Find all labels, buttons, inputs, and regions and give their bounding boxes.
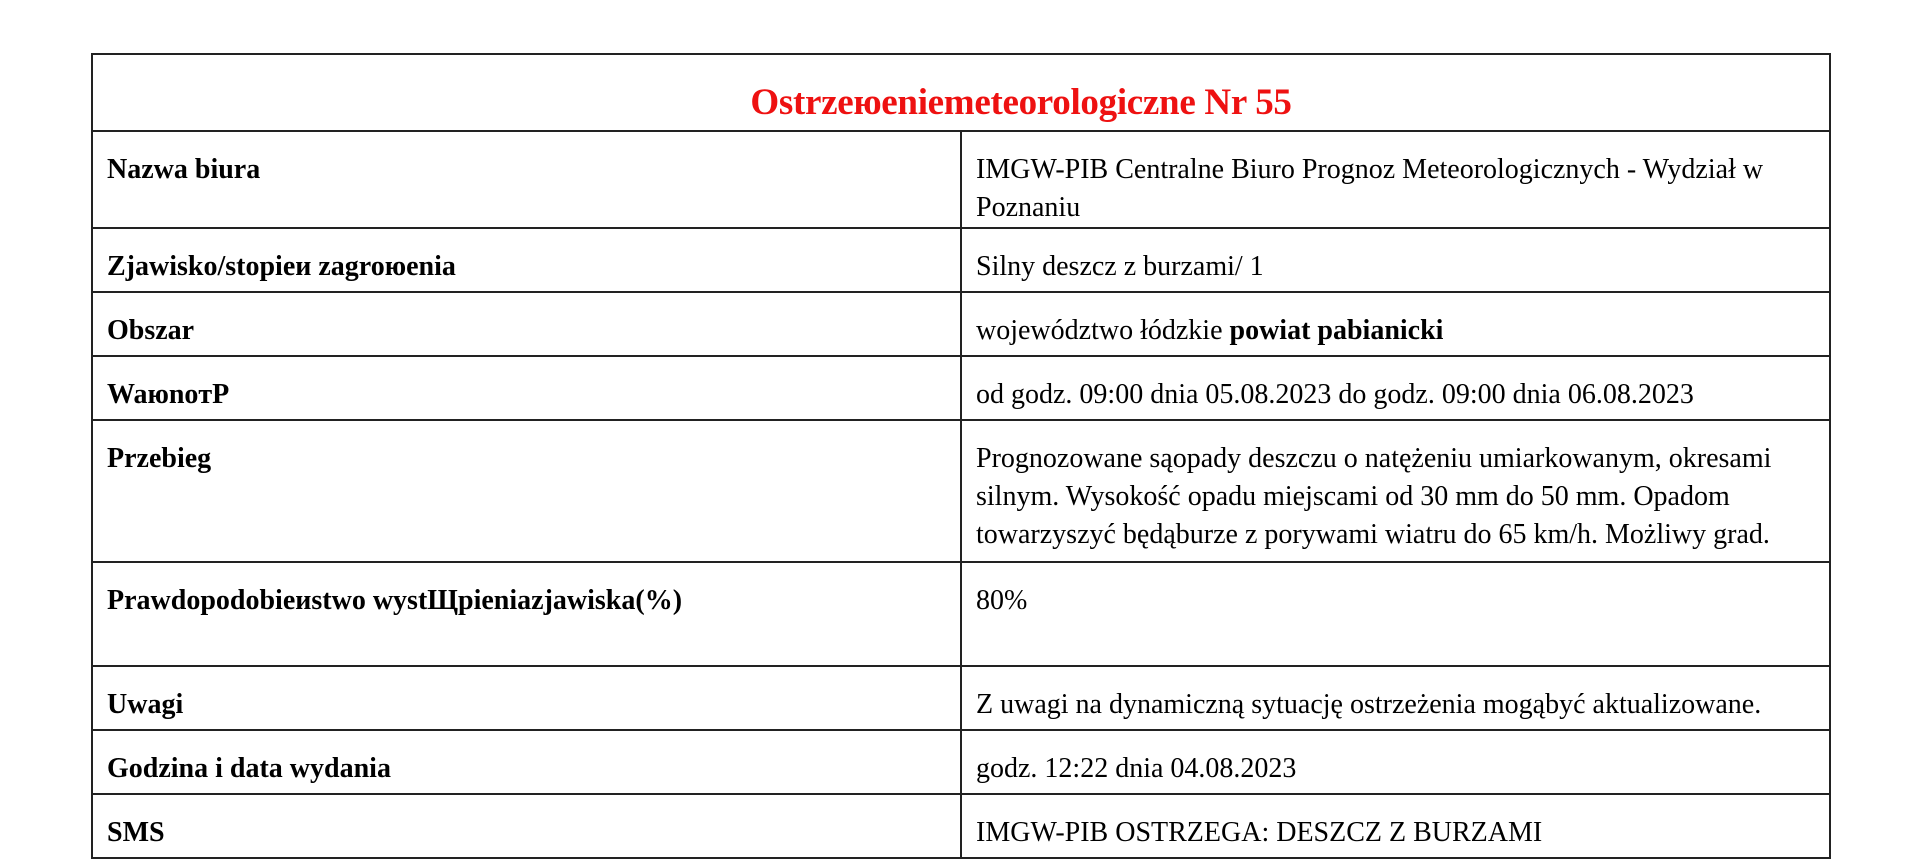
table-row-remarks — [92, 666, 1830, 730]
table-row-area — [92, 292, 1830, 356]
value-cell — [961, 420, 1830, 562]
row-label: Uwagi — [107, 689, 184, 720]
row-label: Godzina i data wydania — [107, 753, 391, 784]
row-value: od godz. 09:00 dnia 05.08.2023 do godz. 09:00 dnia 06.08.2023 — [976, 379, 1694, 410]
table-row-phenomenon — [92, 228, 1830, 292]
table-row-course — [92, 420, 1830, 562]
row-value: Prognozowane sąopady deszczu o natężeniu umiarkowanym, okresami silnym. Wysokość opadu miejscami od 30 mm do 50 mm. Opadom towarzyszyć będąburze z porywami wiatru do 65 km/h. Możliwy grad. — [976, 443, 1772, 550]
value-cell — [961, 228, 1830, 292]
title-cell — [92, 54, 1830, 131]
row-label: WaюnoтР — [107, 379, 230, 410]
row-value: 80% — [976, 585, 1028, 616]
value-cell — [961, 794, 1830, 858]
label-cell — [92, 228, 961, 292]
row-value: Silny deszcz z burzami/ 1 — [976, 251, 1264, 282]
row-value: IMGW-PIB Centralne Biuro Prognoz Meteorologicznych - Wydział w Poznaniu — [976, 154, 1764, 223]
warning-table — [91, 53, 1831, 859]
row-label: Nazwa biura — [107, 154, 261, 185]
row-value: godz. 12:22 dnia 04.08.2023 — [976, 753, 1297, 784]
row-label: Obszar — [107, 315, 195, 346]
row-label: Zjawisko/stopieи zagroюenia — [107, 251, 456, 282]
value-cell — [961, 292, 1830, 356]
label-cell — [92, 420, 961, 562]
table-row-validity — [92, 356, 1830, 420]
area-region: województwo łódzkie — [976, 315, 1230, 346]
row-value: IMGW-PIB OSTRZEGA: DESZCZ Z BURZAMI — [976, 817, 1543, 848]
table-row-issued — [92, 730, 1830, 794]
title-row — [92, 54, 1830, 131]
label-cell — [92, 794, 961, 858]
label-cell — [92, 666, 961, 730]
label-cell — [92, 356, 961, 420]
label-cell — [92, 131, 961, 228]
value-cell — [961, 131, 1830, 228]
row-label: SMS — [107, 817, 165, 848]
row-label: Prawdopodobieиstwo wystЩpieniazjawiska(%) — [107, 585, 683, 616]
value-cell — [961, 730, 1830, 794]
document-title: Ostrzeюeniemeteorologiczne Nr 55 — [750, 82, 1292, 123]
value-cell — [961, 356, 1830, 420]
value-cell — [961, 666, 1830, 730]
row-label: Przebieg — [107, 443, 212, 474]
row-value — [962, 293, 1829, 350]
table-row-sms — [92, 794, 1830, 858]
row-value: Z uwagi na dynamiczną sytuację ostrzeżenia mogąbyć aktualizowane. — [976, 689, 1762, 720]
label-cell — [92, 292, 961, 356]
label-cell — [92, 562, 961, 666]
area-county: powiat pabianicki — [1229, 315, 1444, 346]
table-row-probability — [92, 562, 1830, 666]
table-row-office — [92, 131, 1830, 228]
label-cell — [92, 730, 961, 794]
value-cell — [961, 562, 1830, 666]
